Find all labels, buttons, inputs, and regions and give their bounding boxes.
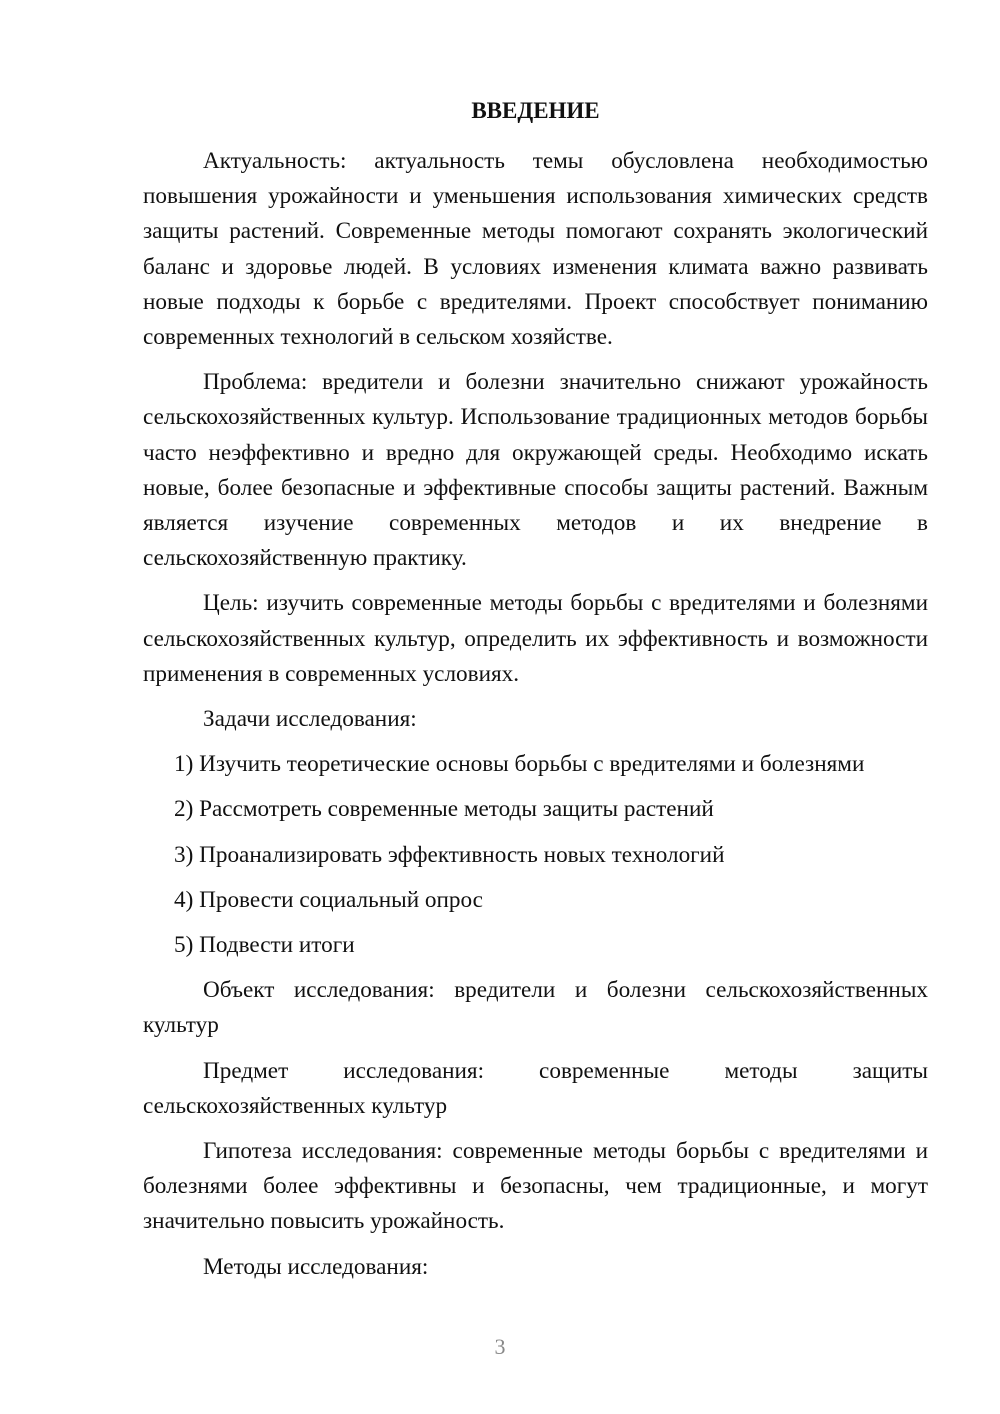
- task-item: 5) Подвести итоги: [174, 932, 355, 959]
- page-number: 3: [494, 1334, 506, 1359]
- page-title: ВВЕДЕНИЕ: [471, 98, 600, 123]
- task-item: 3) Проанализировать эффективность новых технологий: [174, 841, 725, 868]
- document-page: [143, 96, 928, 1295]
- task-item: 2) Рассмотреть современные методы защиты растений: [174, 796, 714, 823]
- tasks-heading: Задачи исследования:: [203, 706, 417, 733]
- task-item: 4) Провести социальный опрос: [174, 886, 483, 913]
- problem-paragraph: Проблема: вредители и болезни значительно снижают урожайность сельскохозяйственных культур. Использование традиционных методов борьбы часто неэффективно и вредно для окружающей среды. Необходимо искать новые, более безопасные и эффективные способы защиты растений. Важным является изучение современных методов и их внедрение в сельскохозяйственную практику.: [143, 369, 928, 572]
- relevance-paragraph: Актуальность: актуальность темы обусловлена необходимостью повышения урожайности и уменьшения использования химических средств защиты растений. Современные методы помогают сохранять экологический баланс и здоровье людей. В условиях изменения климата важно развивать новые подходы к борьбе с вредителями. Проект способствует пониманию современных технологий в сельском хозяйстве.: [143, 148, 928, 351]
- task-item: 1) Изучить теоретические основы борьбы с вредителями и болезнями: [174, 751, 865, 778]
- goal-paragraph: Цель: изучить современные методы борьбы с вредителями и болезнями сельскохозяйственных культур, определить их эффективность и возможности применения в современных условиях.: [143, 590, 928, 687]
- methods-heading: Методы исследования:: [203, 1253, 429, 1280]
- subject-paragraph: Предмет исследования: современные методы защиты сельскохозяйственных культур: [143, 1057, 928, 1119]
- object-paragraph: Объект исследования: вредители и болезни сельскохозяйственных культур: [143, 977, 928, 1039]
- hypothesis-paragraph: Гипотеза исследования: современные методы борьбы с вредителями и болезнями более эффективны и безопасны, чем традиционные, и могут значительно повысить урожайность.: [143, 1138, 928, 1235]
